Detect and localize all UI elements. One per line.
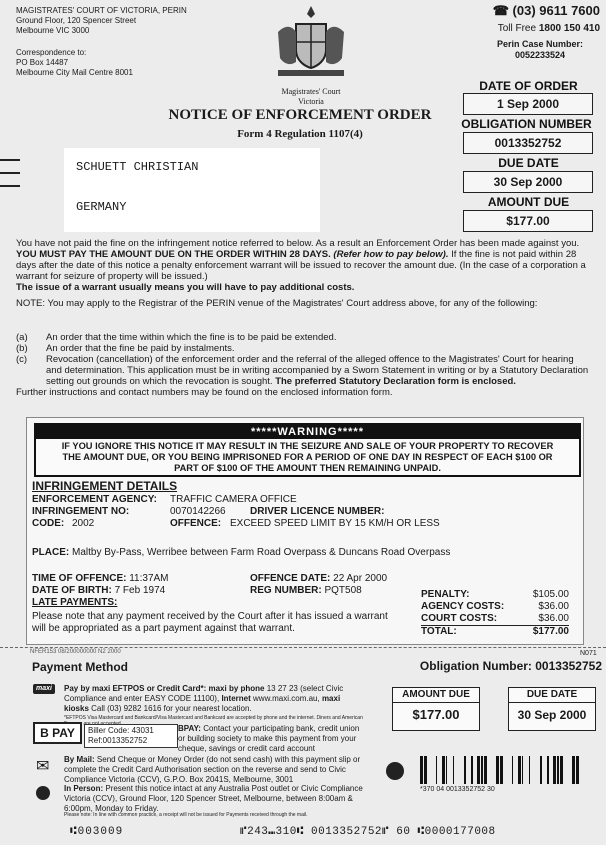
barcode — [420, 756, 590, 784]
barcode-bar — [481, 756, 483, 784]
barcode-bar — [557, 756, 559, 784]
barcode-text: *370 04 0013352752 30 — [420, 786, 495, 793]
list-item — [16, 343, 591, 354]
fold-mark — [0, 159, 20, 161]
barcode-bar — [560, 756, 563, 784]
payment-method-heading: Payment Method — [32, 660, 129, 674]
offence-time-block — [32, 573, 412, 635]
barcode-bar — [442, 756, 445, 784]
bpay-instructions — [178, 724, 368, 754]
envelope-icon: ✉ — [36, 758, 50, 775]
list-text: An order that the fine be paid by instalments. — [46, 343, 235, 354]
crest-caption: Victoria — [298, 97, 324, 106]
maxi-text: 13 27 23 (select Civic Compliance and enter EASY CODE 11100), — [64, 684, 344, 703]
reg-value: PQT508 — [324, 585, 362, 596]
further-info: Further instructions and contact numbers may be found on the enclosed information form. — [16, 387, 393, 398]
micr-main: ⑈243⑉310⑆ 0013352752⑈ 60 ⑆0000177008 — [240, 826, 496, 838]
address-window — [64, 148, 320, 232]
offence-label: OFFENCE: — [170, 518, 222, 529]
barcode-bar — [500, 756, 503, 784]
correspondence-line: PO Box 14487 — [16, 58, 69, 67]
barcode-bar — [540, 756, 542, 784]
ref-value: 0013352752 — [102, 736, 148, 745]
mail-heading: By Mail: — [64, 755, 95, 764]
in-person-text: Present this notice intact at any Australia Post outlet or Civic Compliance Victoria (CCV), Ground Floor, 120 Spencer Street, Melbourne, between 8:00am & 6:00pm, Monday to Friday. — [64, 784, 363, 813]
bpay-biller-box — [84, 724, 178, 748]
table-row — [421, 589, 569, 601]
offence-date-label: OFFENCE DATE: — [250, 573, 331, 584]
slip-obligation — [392, 659, 602, 673]
list-text-main: Revocation (cancellation) of the enforcement order and the referral of the alleged offence to the Magistrates' Court for hearing and determination. This application must be in writing accompanied by a Sworn Statement in writing or by a Statutory Declaration setting out grounds on which the revocation is sought. — [46, 354, 589, 387]
slip-reference: NFER153 08/200000000 N2 2000 — [30, 649, 121, 655]
court-address-line: Ground Floor, 120 Spencer Street — [16, 16, 137, 25]
in-person-heading: In Person: — [64, 784, 104, 793]
barcode-bar — [553, 756, 556, 784]
maxi-logo: maxi — [33, 684, 55, 694]
licence-label: DRIVER LICENCE NUMBER: — [250, 506, 385, 517]
code-label: CODE: — [32, 518, 65, 529]
options-list — [16, 332, 591, 398]
mail-instructions — [64, 755, 374, 785]
due-date-label: DUE DATE — [498, 156, 559, 170]
table-row — [421, 626, 569, 638]
amount-due-label: AMOUNT DUE — [487, 195, 570, 209]
dob-label: DATE OF BIRTH: — [32, 585, 112, 596]
mail-text: Send Cheque or Money Order (do not send cash) with this payment slip or complete the Credit Card Authorisation section on the reverse and send to Civic Compliance Victoria (CCV), G.P.O. Box 2041S, Melbourne, 3001 — [64, 755, 361, 784]
correspondence-label: Correspondence to: — [16, 48, 87, 57]
offence-date-value: 22 Apr 2000 — [333, 573, 388, 584]
court-header — [16, 6, 236, 78]
amount-due-value: $177.00 — [463, 210, 593, 232]
barcode-bar — [453, 756, 454, 784]
barcode-bar — [512, 756, 513, 784]
case-number: 0052233524 — [514, 50, 566, 60]
slip-amount-value: $177.00 — [412, 707, 460, 722]
time-label: TIME OF OFFENCE: — [32, 573, 127, 584]
agency-label: ENFORCEMENT AGENCY: — [32, 494, 157, 505]
list-text: An order that the time within which the fine is to be paid be extended. — [46, 332, 337, 343]
slip-due-value: 30 Sep 2000 — [517, 708, 587, 722]
barcode-bar — [529, 756, 530, 784]
barcode-bar — [436, 756, 437, 784]
biller-code: 43031 — [131, 726, 154, 735]
infringement-number-label: INFRINGEMENT NO: — [32, 506, 130, 517]
barcode-bar — [477, 756, 480, 784]
list-text — [46, 354, 591, 387]
notice-refer: (Refer how to pay below). — [333, 249, 449, 260]
penalty-value: $105.00 — [532, 589, 569, 600]
infringement-details — [32, 494, 582, 530]
barcode-bar — [484, 756, 487, 784]
maxi-kiosk-label: maxi kiosks — [64, 694, 341, 713]
agency-value: TRAFFIC CAMERA OFFICE — [170, 494, 297, 505]
barcode-bar — [424, 756, 427, 784]
place-label: PLACE: — [32, 547, 70, 558]
bpay-logo: B PAY — [33, 722, 82, 744]
notice-emphasis: The issue of a warrant usually means you will have to pay additional costs. — [16, 282, 355, 293]
list-item — [16, 354, 591, 387]
reg-label: REG NUMBER: — [250, 585, 322, 596]
place-row — [32, 547, 582, 559]
perforation-line — [0, 647, 606, 648]
obligation-number-value: 0013352752 — [463, 132, 593, 154]
list-marker: (b) — [16, 343, 28, 354]
micr-left: ⑆003009 — [70, 826, 124, 838]
court-name: MAGISTRATES' COURT OF VICTORIA, PERIN — [16, 6, 187, 15]
maxi-internet: www.maxi.com.au, — [253, 694, 320, 703]
biller-label: Biller Code: — [88, 726, 130, 735]
notice-emphasis: YOU MUST PAY THE AMOUNT DUE ON THE ORDER WITHIN 28 DAYS. — [16, 249, 331, 260]
date-of-order-value: 1 Sep 2000 — [463, 93, 593, 115]
time-value: 11:37AM — [129, 573, 169, 584]
list-marker: (a) — [16, 332, 28, 343]
obligation-number-label: OBLIGATION NUMBER — [461, 117, 592, 131]
australia-post-icon — [386, 762, 404, 780]
bpay-heading: BPAY: — [178, 724, 201, 733]
late-payments-text: Please note that any payment received by the Court after it has issued a warrant will be appropriated as a part payment against that warrant. — [32, 611, 388, 634]
correspondence-line: Melbourne City Mail Centre 8001 — [16, 68, 133, 77]
list-item — [16, 332, 591, 343]
barcode-bar — [522, 756, 523, 784]
crest-caption: Magistrates' Court — [281, 87, 341, 96]
barcode-bar — [576, 756, 579, 784]
notice-paragraph — [16, 238, 591, 293]
slip-amount-box — [392, 687, 480, 731]
barcode-bar — [572, 756, 575, 784]
late-payments-heading: LATE PAYMENTS: — [32, 597, 118, 608]
page-subtitle: Form 4 Regulation 1107(4) — [237, 128, 363, 140]
maxi-fine-print: *EFTPOS Visa Mastercard and Bankcard/Visa Mastercard and Bankcard are accepted by phone and the internet. Diners and American — [64, 715, 363, 721]
dob-value: 7 Feb 1974 — [114, 585, 166, 596]
infringement-heading: INFRINGEMENT DETAILS — [32, 479, 178, 493]
warning-box — [34, 423, 581, 477]
barcode-bar — [518, 756, 521, 784]
phone-icon: ☎ — [492, 3, 509, 18]
tollfree-number: 1800 150 410 — [538, 23, 600, 34]
slip-code: N071 — [580, 650, 597, 657]
list-text-bold: The preferred Statutory Declaration form is enclosed. — [275, 376, 516, 387]
maxi-internet-label: Internet — [221, 694, 251, 703]
total-label: TOTAL: — [421, 626, 457, 637]
table-row — [421, 613, 569, 626]
infringement-number: 0070142266 — [170, 506, 226, 517]
list-marker: (c) — [16, 354, 28, 365]
bpay-text: Contact your participating bank, credit union or building society to make this payment from your cheque, savings or credit card account — [178, 724, 360, 753]
receipt-note: Please note: In line with common practice, a receipt will not be issued for Payments received through the mail. — [64, 812, 308, 818]
case-number-label: Perin Case Number: — [496, 39, 584, 49]
maxi-kiosk: Call (03) 9282 1616 for your nearest location. — [91, 704, 252, 713]
slip-amount-label: AMOUNT DUE — [393, 688, 479, 703]
addressee-country: GERMANY — [76, 200, 127, 214]
court-address-line: Melbourne VIC 3000 — [16, 26, 90, 35]
code-value: 2002 — [72, 518, 95, 529]
tollfree-label: Toll Free — [497, 23, 537, 34]
slip-due-box — [508, 687, 596, 731]
notice-text: You have not paid the fine on the infringement notice referred to below. As a result an Enforcement Order has been made against you. — [16, 238, 580, 249]
barcode-bar — [496, 756, 499, 784]
page-title: NOTICE OF ENFORCEMENT ORDER — [168, 107, 432, 123]
slip-due-label: DUE DATE — [509, 688, 595, 703]
penalty-label: PENALTY: — [421, 589, 470, 600]
coat-of-arms-icon — [268, 2, 354, 82]
court-costs-value: $36.00 — [538, 613, 569, 624]
barcode-bar — [420, 756, 423, 784]
fold-mark — [0, 185, 20, 187]
cost-table — [421, 589, 569, 638]
total-value: $177.00 — [532, 626, 569, 637]
note-paragraph: NOTE: You may apply to the Registrar of the PERIN venue of the Magistrates' Court address above, for any of the following: — [16, 298, 538, 309]
court-crest — [268, 2, 354, 106]
due-date-value: 30 Sep 2000 — [463, 171, 593, 193]
date-of-order-label: DATE OF ORDER — [479, 79, 578, 93]
phone-number: (03) 9611 7600 — [512, 3, 600, 18]
barcode-bar — [446, 756, 447, 784]
notice-text: If the fine is not paid within 28 days after the date of this notice a penalty enforcement warrant will be issued to recover the amount due. (In the case of a corporation a warrant for seizure of property will be issued.) — [16, 249, 586, 282]
offence-value: EXCEED SPEED LIMIT BY 15 KM/H OR LESS — [230, 518, 440, 529]
in-person-instructions — [64, 784, 374, 814]
australia-post-icon — [36, 786, 50, 800]
court-costs-label: COURT COSTS: — [421, 613, 498, 624]
barcode-bar — [547, 756, 549, 784]
barcode-bar — [464, 756, 466, 784]
maxi-instructions — [64, 684, 364, 727]
agency-costs-value: $36.00 — [538, 601, 569, 612]
maxi-heading: Pay by maxi EFTPOS or Credit Card*: maxi by phone — [64, 684, 265, 693]
addressee-name: SCHUETT CHRISTIAN — [76, 160, 199, 174]
ref-label: Ref: — [88, 736, 103, 745]
fold-mark — [0, 172, 20, 174]
place-value: Maltby By-Pass, Werribee between Farm Road Overpass & Duncans Road Overpass — [72, 547, 451, 558]
slip-obligation-label: Obligation Number: — [419, 659, 532, 673]
table-row — [421, 601, 569, 613]
warning-text: IF YOU IGNORE THIS NOTICE IT MAY RESULT IN THE SEIZURE AND SALE OF YOUR PROPERTY TO RECOVER THE AMOUNT DUE, OR YOU BEING IMPRISONED FOR A PERIOD OF ONE DAY IN RESPECT OF EACH $100 OR PART OF $100 OF THE AMOUNT THEN REMAINING UNPAID. — [61, 441, 554, 473]
agency-costs-label: AGENCY COSTS: — [421, 601, 505, 612]
barcode-bar — [471, 756, 473, 784]
slip-obligation-value: 0013352752 — [535, 659, 602, 673]
contact-block — [470, 3, 600, 61]
warning-title: *****WARNING***** — [36, 425, 579, 439]
